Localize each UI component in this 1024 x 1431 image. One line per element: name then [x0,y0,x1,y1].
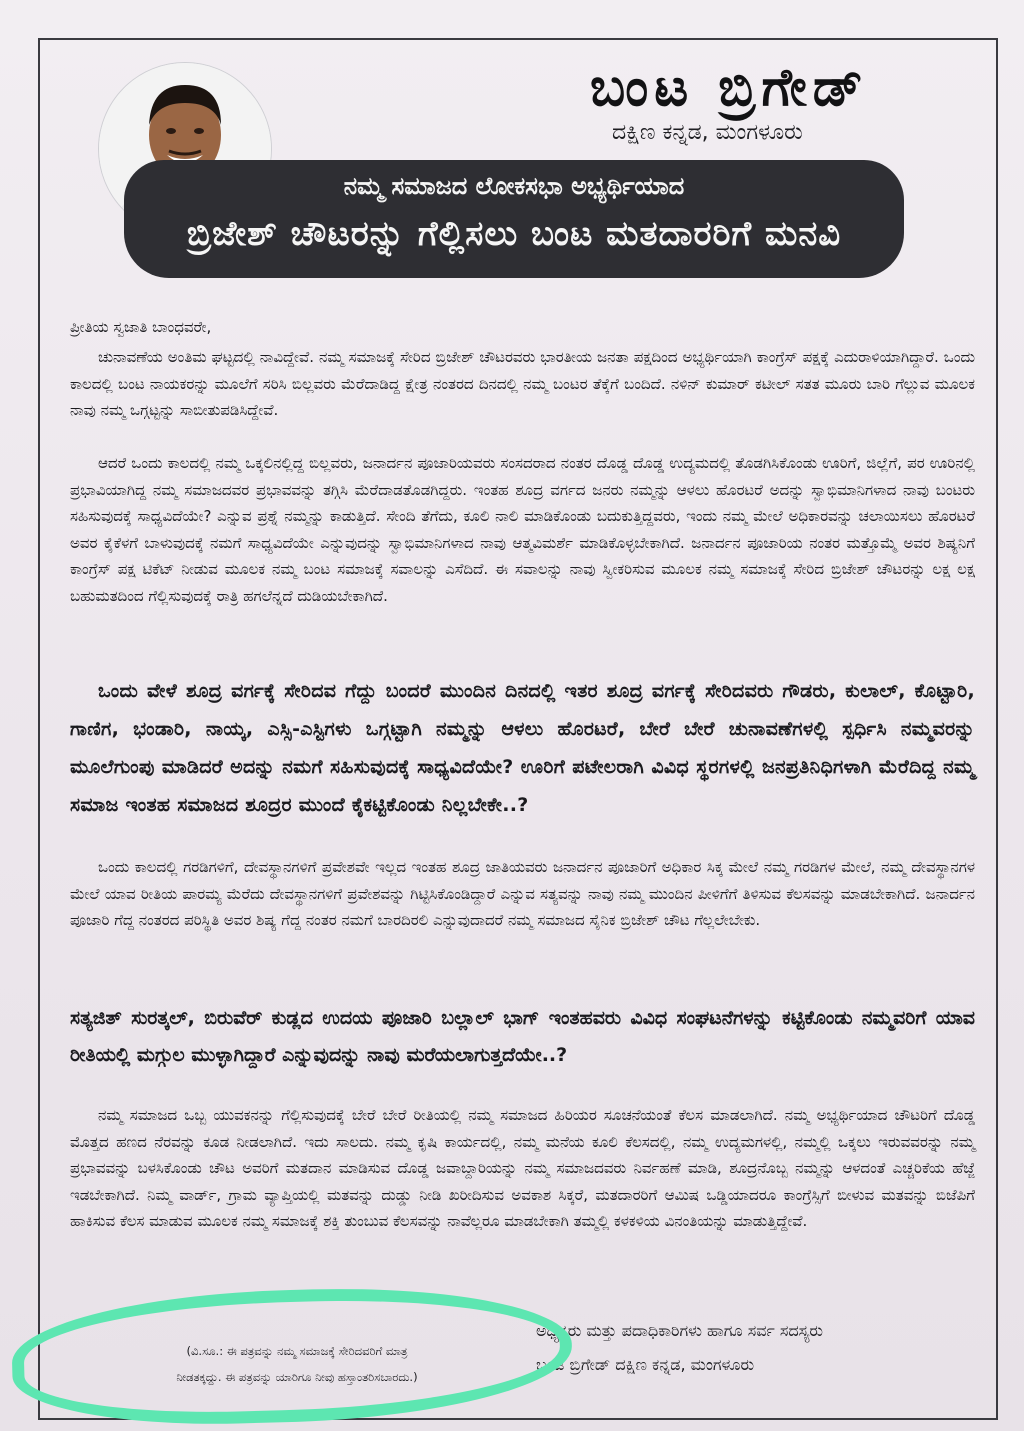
paragraph-4 [70,854,975,934]
paragraph-6 [70,1102,975,1235]
footnote-line-1: (ವಿ.ಸೂ.: ಈ ಪತ್ರವನ್ನು ನಮ್ಮ ಸಮಾಜಕ್ಕೆ ಸೇರಿದವರಿಗೆ ಮಾತ್ರ [186,1344,408,1358]
paragraph-1 [70,344,975,424]
paragraph-5-text: ಸತ್ಯಜಿತ್ ಸುರತ್ಕಲ್, ಬಿರುವೆರ್ ಕುಡ್ಲದ ಉದಯ ಪೂಜಾರಿ ಬಲ್ಲಾಲ್ ಭಾಗ್ ಇಂತಹವರು ವಿವಿಧ ಸಂಘಟನೆಗಳನ್ನು ಕಟ್ಟಿಕೊಂಡು ನಮ್ಮವರಿಗೆ ಯಾವ ರೀತಿಯಲ್ಲಿ ಮಗ್ಗುಲ ಮುಳ್ಳಾಗಿದ್ದಾರೆ ಎನ್ನುವುದನ್ನು ನಾವು ಮರೆಯಲಾಗುತ್ತದೆಯೇ..? [70,1007,975,1066]
banner-line-1: ನಮ್ಮ ಸಮಾಜದ ಲೋಕಸಭಾ ಅಭ್ಯರ್ಥಿಯಾದ [343,172,685,200]
paragraph-3 [70,672,975,824]
salutation: ಪ್ರೀತಿಯ ಸ್ವಜಾತಿ ಬಾಂಧವರೇ, [70,318,212,336]
paragraph-3-text: ಒಂದು ವೇಳೆ ಶೂದ್ರ ವರ್ಗಕ್ಕೆ ಸೇರಿದವ ಗೆದ್ದು ಬಂದರೆ ಮುಂದಿನ ದಿನದಲ್ಲಿ ಇತರ ಶೂದ್ರ ವರ್ಗಕ್ಕೆ ಸೇರಿದವರು ಗೌಡರು, ಕುಲಾಲ್, ಕೊಟ್ಟಾರಿ, ಗಾಣಿಗ, ಭಂಡಾರಿ, ನಾಯ್ಕ, ಎಸ್ಸಿ-ಎಸ್ಟಿಗಳು ಒಗ್ಗಟ್ಟಾಗಿ ನಮ್ಮನ್ನು ಆಳಲು ಹೊರಟರೆ, ಬೇರೆ ಬೇರೆ ಚುನಾವಣೆಗಳಲ್ಲಿ ಸ್ಪರ್ಧಿಸಿ ನಮ್ಮವರನ್ನು ಮೂಲೆಗುಂಪು ಮಾಡಿದರೆ ಅದನ್ನು ನಮಗೆ ಸಹಿಸುವುದಕ್ಕೆ ಸಾಧ್ಯವಿದೆಯೇ? ಊರಿಗೆ ಪಟೇಲರಾಗಿ ವಿವಿಧ ಸ್ಥರಗಳಲ್ಲಿ ಜನಪ್ರತಿನಿಧಿಗಳಾಗಿ ಮೆರೆದಿದ್ದ ನಮ್ಮ ಸಮಾಜ ಇಂತಹ ಸಮಾಜದ ಶೂದ್ರರ ಮುಂದೆ ಕೈಕಟ್ಟಿಕೊಂಡು ನಿಲ್ಲಬೇಕೇ..? [70,680,975,816]
headline-banner [124,160,904,278]
paragraph-2 [70,450,975,609]
paragraph-6-text: ನಮ್ಮ ಸಮಾಜದ ಒಬ್ಬ ಯುವಕನನ್ನು ಗೆಲ್ಲಿಸುವುದಕ್ಕೆ ಬೇರೆ ಬೇರೆ ರೀತಿಯಲ್ಲಿ ನಮ್ಮ ಸಮಾಜದ ಹಿರಿಯರ ಸೂಚನೆಯಂತೆ ಕೆಲಸ ಮಾಡಲಾಗಿದೆ. ನಮ್ಮ ಅಭ್ಯರ್ಥಿಯಾದ ಚೌಟರಿಗೆ ದೊಡ್ಡ ಮೊತ್ತದ ಹಣದ ನೆರವನ್ನು ಕೂಡ ನೀಡಲಾಗಿದೆ. ಇದು ಸಾಲದು. ನಮ್ಮ ಕೃಷಿ ಕಾರ್ಯದಲ್ಲಿ, ನಮ್ಮ ಮನೆಯ ಕೂಲಿ ಕೆಲಸದಲ್ಲಿ, ನಮ್ಮ ಉದ್ಯಮಗಳಲ್ಲಿ, ನಮ್ಮಲ್ಲಿ ಒಕ್ಕಲು ಇರುವವರನ್ನು ನಮ್ಮ ಪ್ರಭಾವವನ್ನು ಬಳಸಿಕೊಂಡು ಚೌಟ ಅವರಿಗೆ ಮತದಾನ ಮಾಡಿಸುವ ದೊಡ್ಡ ಜವಾಬ್ದಾರಿಯನ್ನು ನಮ್ಮ ಸಮಾಜದವರು ನಿರ್ವಹಣೆ ಮಾಡಿ, ಶೂದ್ರನೊಬ್ಬ ನಮ್ಮನ್ನು ಆಳದಂತೆ ಎಚ್ಚರಿಕೆಯ ಹೆಜ್ಜೆ ಇಡಬೇಕಾಗಿದೆ. ನಿಮ್ಮ ವಾರ್ಡ್, ಗ್ರಾಮ ವ್ಯಾಪ್ತಿಯಲ್ಲಿ ಮತವನ್ನು ದುಡ್ಡು ನೀಡಿ ಖರೀದಿಸುವ ಅವಕಾಶ ಸಿಕ್ಕರೆ, ಮತದಾರರಿಗೆ ಆಮಿಷ ಒಡ್ಡಿಯಾದರೂ ಕಾಂಗ್ರೆಸ್ಸಿಗೆ ಬೀಳುವ ಮತವನ್ನು ಬಿಜೆಪಿಗೆ ಹಾಕಿಸುವ ಕೆಲಸ ಮಾಡುವ ಮೂಲಕ ನಮ್ಮ ಸಮಾಜಕ್ಕೆ ಶಕ್ತಿ ತುಂಬುವ ಕೆಲಸವನ್ನು ನಾವೆಲ್ಲರೂ ಮಾಡಬೇಕಾಗಿ ತಮ್ಮಲ್ಲಿ ಕಳಕಳಿಯ ವಿನಂತಿಯನ್ನು ಮಾಡುತ್ತಿದ್ದೇವೆ. [70,1106,975,1230]
footnote-line-2: ನೀಡತಕ್ಕದ್ದು. ಈ ಪತ್ರವನ್ನು ಯಾರಿಗೂ ನೀವು ಹಸ್ತಾಂತರಿಸಬಾರದು.) [176,1370,418,1384]
paragraph-4-text: ಒಂದು ಕಾಲದಲ್ಲಿ ಗರಡಿಗಳಿಗೆ, ದೇವಸ್ಥಾನಗಳಿಗೆ ಪ್ರವೇಶವೇ ಇಲ್ಲದ ಇಂತಹ ಶೂದ್ರ ಜಾತಿಯವರು ಜನಾರ್ದನ ಪೂಜಾರಿಗೆ ಅಧಿಕಾರ ಸಿಕ್ಕ ಮೇಲೆ ನಮ್ಮ ಗರಡಿಗಳ ಮೇಲೆ, ನಮ್ಮ ದೇವಸ್ಥಾನಗಳ ಮೇಲೆ ಯಾವ ರೀತಿಯ ಪಾರಮ್ಯ ಮೆರೆದು ದೇವಸ್ಥಾನಗಳಿಗೆ ಪ್ರವೇಶವನ್ನು ಗಿಟ್ಟಿಸಿಕೊಂಡಿದ್ದಾರೆ ಎನ್ನುವ ಸತ್ಯವನ್ನು ನಾವು ನಮ್ಮ ಮುಂದಿನ ಪೀಳಿಗೆಗೆ ತಿಳಿಸುವ ಕೆಲಸವನ್ನು ಮಾಡಬೇಕಾಗಿದೆ. ಜನಾರ್ದನ ಪೂಜಾರಿ ಗೆದ್ದ ನಂತರದ ಪರಿಸ್ಥಿತಿ ಅವರ ಶಿಷ್ಯ ಗೆದ್ದ ನಂತರ ನಮಗೆ ಬಾರದಿರಲಿ ಎನ್ನುವುದಾದರೆ ನಮ್ಮ ಸಮಾಜದ ಸೈನಿಕ ಬ್ರಿಜೇಶ್ ಚೌಟ ಗೆಲ್ಲಲೇಬೇಕು. [70,858,975,929]
organization-location: ದಕ್ಷಿಣ ಕನ್ನಡ, ಮಂಗಳೂರು [612,120,803,145]
signature-block [536,1314,976,1382]
signature-line-1: ಅಧ್ಯಕ್ಷರು ಮತ್ತು ಪದಾಧಿಕಾರಿಗಳು ಹಾಗೂ ಸರ್ವ ಸದಸ್ಯರು [536,1321,823,1340]
signature-line-2: ಬಂಟ ಬ್ರಿಗೇಡ್ ದಕ್ಷಿಣ ಕನ್ನಡ, ಮಂಗಳೂರು [536,1355,755,1374]
paragraph-1-text: ಚುನಾವಣೆಯ ಅಂತಿಮ ಘಟ್ಟದಲ್ಲಿ ನಾವಿದ್ದೇವೆ. ನಮ್ಮ ಸಮಾಜಕ್ಕೆ ಸೇರಿದ ಬ್ರಿಜೇಶ್ ಚೌಟರವರು ಭಾರತೀಯ ಜನತಾ ಪಕ್ಷದಿಂದ ಅಭ್ಯರ್ಥಿಯಾಗಿ ಕಾಂಗ್ರೆಸ್ ಪಕ್ಷಕ್ಕೆ ಎದುರಾಳಿಯಾಗಿದ್ದಾರೆ. ಒಂದು ಕಾಲದಲ್ಲಿ ಬಂಟ ನಾಯಕರನ್ನು ಮೂಲೆಗೆ ಸರಿಸಿ ಬಿಲ್ಲವರು ಮೆರೆದಾಡಿದ್ದ ಕ್ಷೇತ್ರ ನಂತರದ ದಿನದಲ್ಲಿ ನಮ್ಮ ಬಂಟರ ತೆಕ್ಕೆಗೆ ಬಂದಿದೆ. ನಳಿನ್ ಕುಮಾರ್ ಕಟೀಲ್ ಸತತ ಮೂರು ಬಾರಿ ಗೆಲ್ಲುವ ಮೂಲಕ ನಾವು ನಮ್ಮ ಒಗ್ಗಟ್ಟನ್ನು ಸಾಬೀತುಪಡಿಸಿದ್ದೇವೆ. [70,348,975,419]
paragraph-2-text: ಆದರೆ ಒಂದು ಕಾಲದಲ್ಲಿ ನಮ್ಮ ಒಕ್ಕಲಿನಲ್ಲಿದ್ದ ಬಿಲ್ಲವರು, ಜನಾರ್ದನ ಪೂಜಾರಿಯವರು ಸಂಸದರಾದ ನಂತರ ದೊಡ್ಡ ದೊಡ್ಡ ಉದ್ಯಮದಲ್ಲಿ ತೊಡಗಿಸಿಕೊಂಡು ಊರಿಗೆ, ಜಿಲ್ಲೆಗೆ, ಪರ ಊರಿನಲ್ಲಿ ಪ್ರಭಾವಿಯಾಗಿದ್ದ ನಮ್ಮ ಸಮಾಜದವರ ಪ್ರಭಾವವನ್ನು ತಗ್ಗಿಸಿ ಮೆರೆದಾಡತೊಡಗಿದ್ದರು. ಇಂತಹ ಶೂದ್ರ ವರ್ಗದ ಜನರು ನಮ್ಮನ್ನು ಆಳಲು ಹೊರಟರೆ ಅದನ್ನು ಸ್ವಾಭಿಮಾನಿಗಳಾದ ನಾವು ಬಂಟರು ಸಹಿಸುವುದಕ್ಕೆ ಸಾಧ್ಯವಿದೆಯೇ? ಎನ್ನುವ ಪ್ರಶ್ನೆ ನಮ್ಮನ್ನು ಕಾಡುತ್ತಿದೆ. ಸೇಂದಿ ತೆಗೆದು, ಕೂಲಿ ನಾಲಿ ಮಾಡಿಕೊಂಡು ಬದುಕುತ್ತಿದ್ದವರು, ಇಂದು ನಮ್ಮ ಮೇಲೆ ಅಧಿಕಾರವನ್ನು ಚಲಾಯಿಸಲು ಹೊರಟರೆ ಅವರ ಕೈಕೆಳಗೆ ಬಾಳುವುದಕ್ಕೆ ನಮಗೆ ಸಾಧ್ಯವಿದೆಯೇ ಎನ್ನುವುದನ್ನು ಸ್ವಾಭಿಮಾನಿಗಳಾದ ನಾವು ಆತ್ಮವಿಮರ್ಶೆ ಮಾಡಿಕೊಳ್ಳಬೇಕಾಗಿದೆ. ಜನಾರ್ದನ ಪೂಜಾರಿಯ ನಂತರ ಮತ್ತೊಮ್ಮೆ ಅವರ ಶಿಷ್ಯನಿಗೆ ಕಾಂಗ್ರೆಸ್ ಪಕ್ಷ ಟಿಕೆಟ್ ನೀಡುವ ಮೂಲಕ ನಮ್ಮ ಬಂಟ ಸಮಾಜಕ್ಕೆ ಸವಾಲನ್ನು ಎಸೆದಿದೆ. ಈ ಸವಾಲನ್ನು ನಾವು ಸ್ವೀಕರಿಸುವ ಮೂಲಕ ನಮ್ಮ ಸಮಾಜಕ್ಕೆ ಸೇರಿದ ಬ್ರಿಜೇಶ್ ಚೌಟರನ್ನು ಲಕ್ಷ ಲಕ್ಷ ಬಹುಮತದಿಂದ ಗೆಲ್ಲಿಸುವುದಕ್ಕೆ ರಾತ್ರಿ ಹಗಲೆನ್ನದೆ ದುಡಿಯಬೇಕಾಗಿದೆ. [70,454,975,605]
organization-title: ಬಂಟ ಬ್ರಿಗೇಡ್ [590,58,869,118]
paragraph-5 [70,1000,975,1074]
banner-line-2: ಬ್ರಿಜೇಶ್ ಚೌಟರನ್ನು ಗೆಲ್ಲಿಸಲು ಬಂಟ ಮತದಾರರಿಗೆ ಮನವಿ [186,214,842,254]
